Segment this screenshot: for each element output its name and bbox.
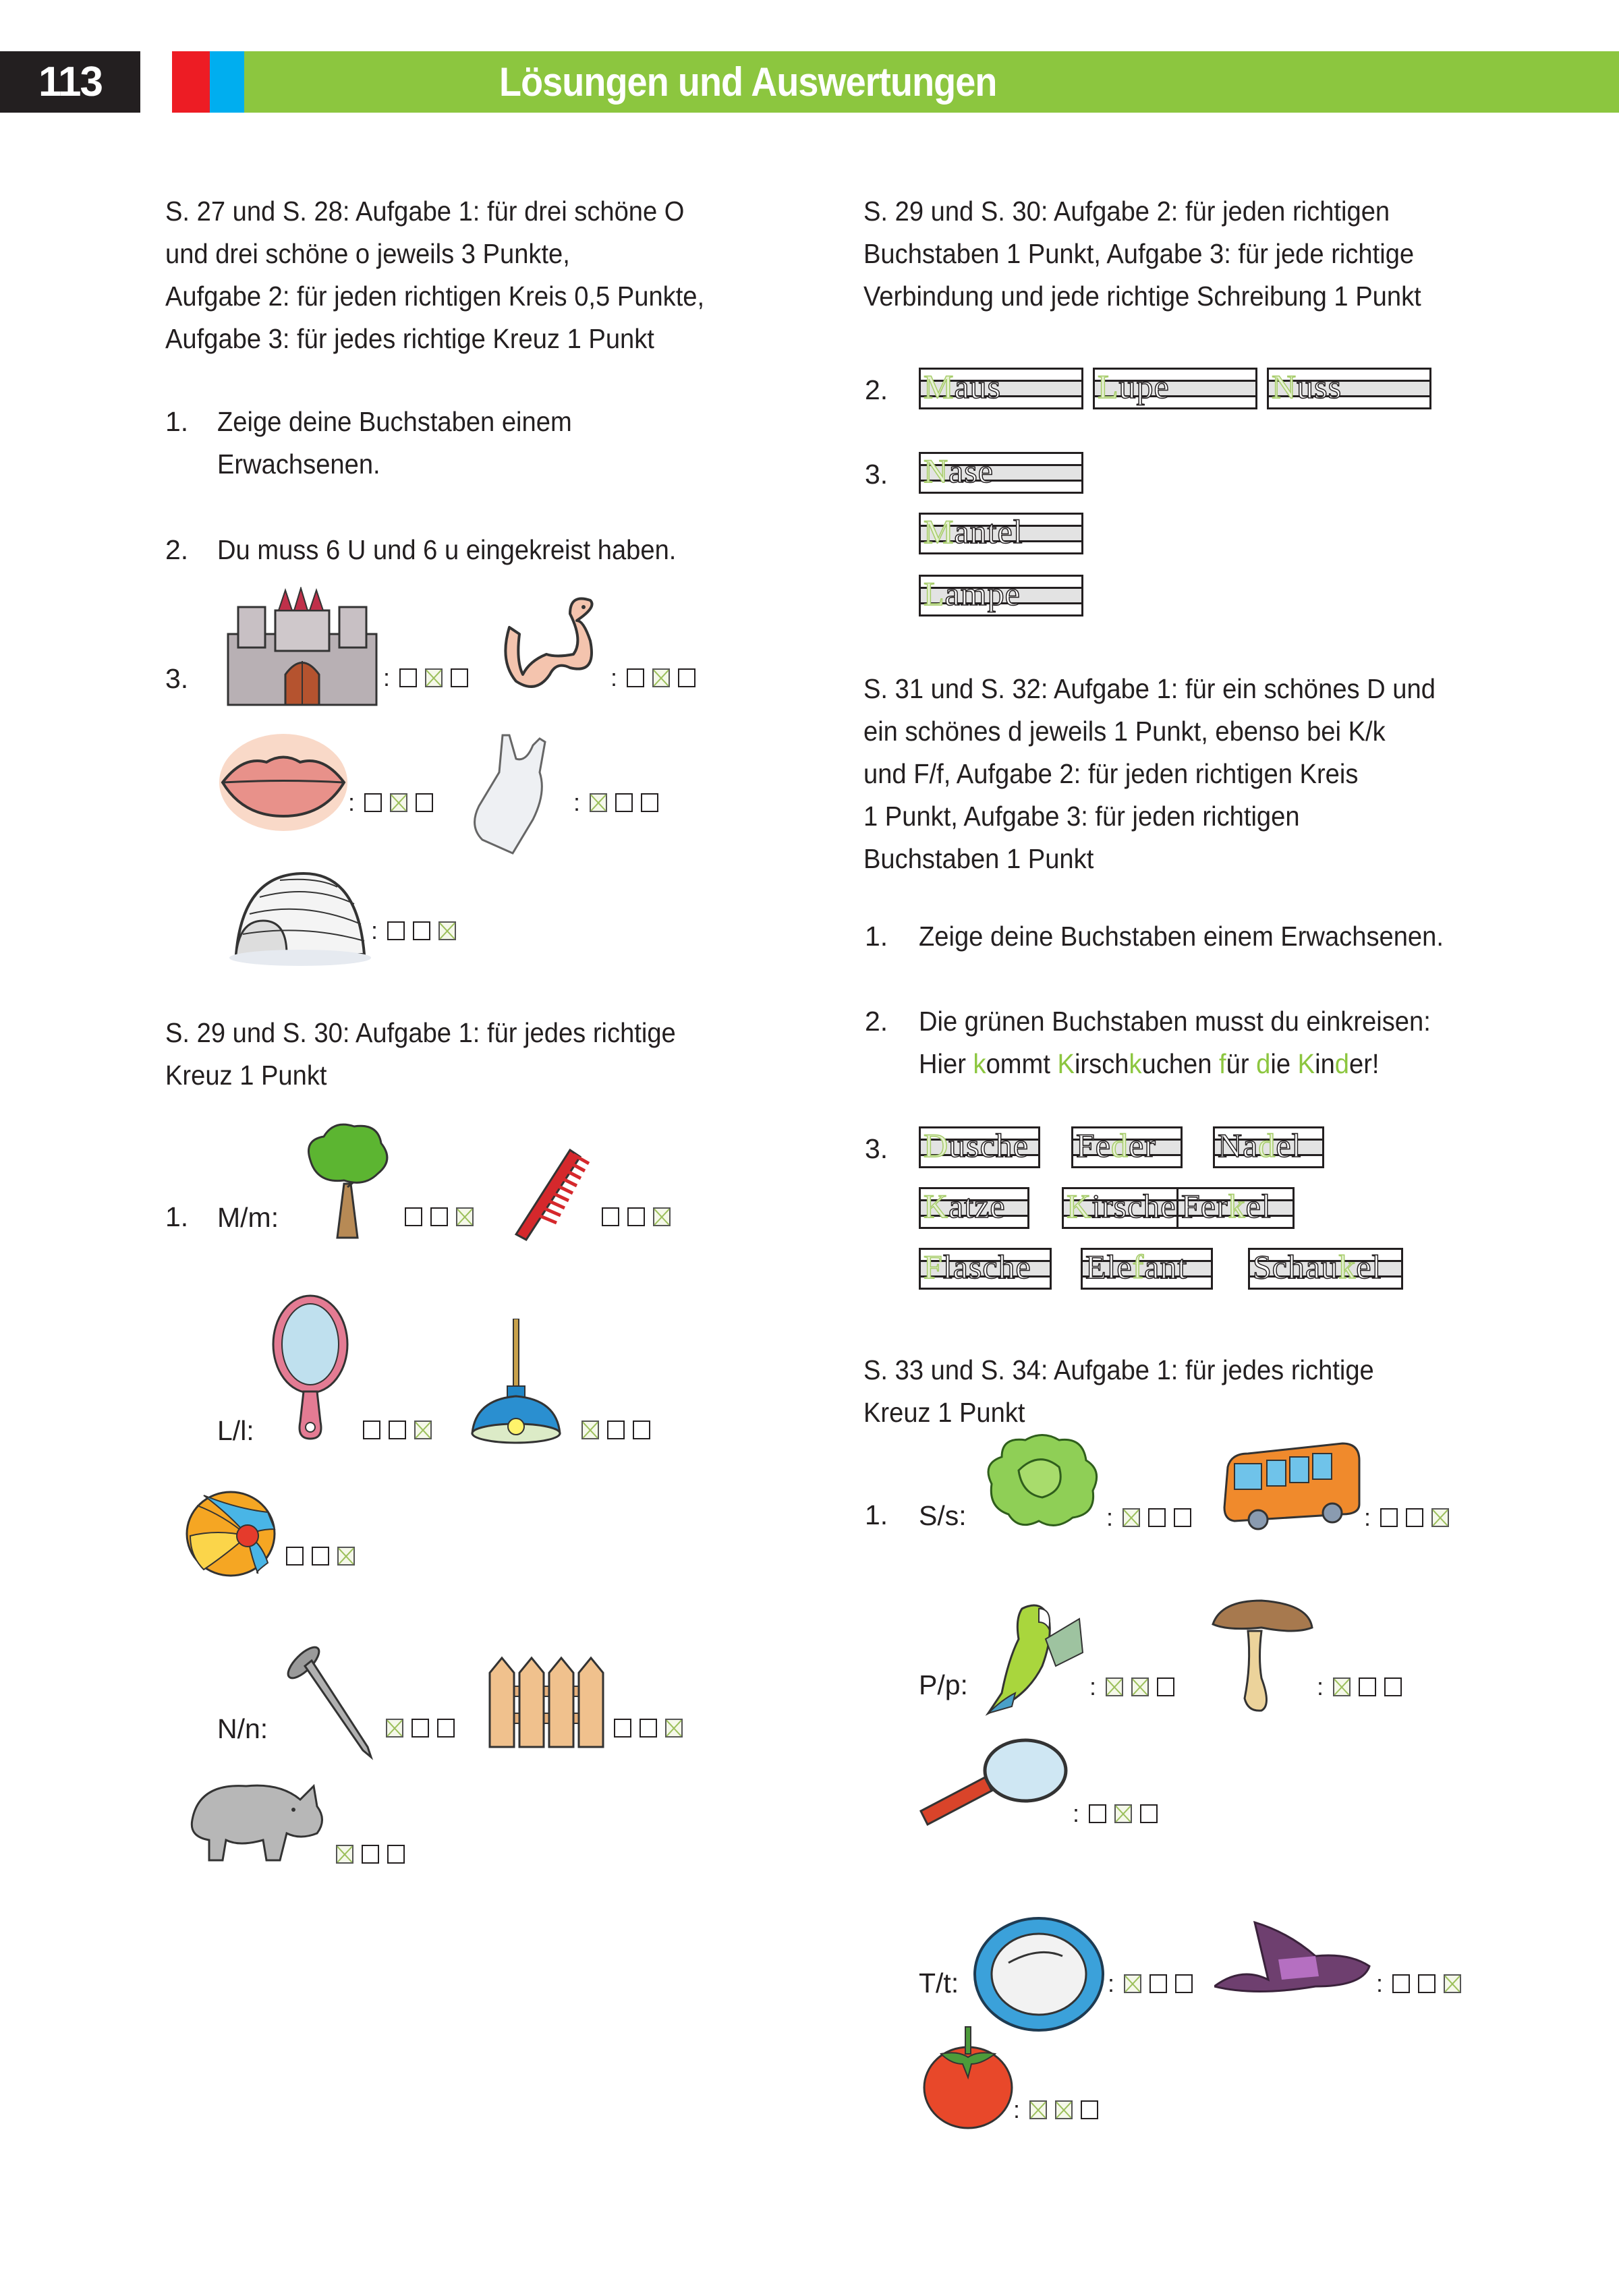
checkbox-empty[interactable] [286,1547,304,1566]
green-letter: K [1297,1048,1315,1079]
lips-icon [216,732,351,833]
checkbox-empty[interactable] [1174,1508,1191,1527]
red-stripe [172,51,210,113]
checkbox-empty[interactable] [1418,1974,1436,1993]
checkbox-empty[interactable] [641,793,658,812]
tree-icon [297,1120,398,1241]
blue-stripe [210,51,244,113]
checkbox-checked[interactable] [1123,1508,1140,1527]
written-letter: d [1258,1126,1276,1164]
text-line: und drei schöne o jeweils 3 Punkte, [165,238,570,269]
text-line: S. 31 und S. 32: Aufgabe 1: für ein schönes D und [863,673,1436,704]
answer-checkboxes [1106,1503,1191,1531]
traced-letters: atze [948,1187,1006,1225]
text-line: Buchstaben 1 Punkt, Aufgabe 3: für jede richtige [863,238,1415,269]
colon: : [1364,1503,1371,1531]
lettuce-icon [982,1430,1103,1531]
text-line: und F/f, Aufgabe 2: für jeden richtigen Kreis [863,758,1359,789]
checkbox-checked[interactable] [386,1719,403,1738]
fence-icon [484,1656,609,1750]
item-2-text: Du muss 6 U und 6 u eingekreist haben. [217,534,677,565]
written-letter: L [1098,368,1119,405]
checkbox-empty[interactable] [602,1207,619,1226]
checkbox-empty[interactable] [627,1207,645,1226]
writing-line [1176,1187,1295,1229]
traced-letters: uss [1297,368,1342,405]
parrot-icon [982,1599,1089,1717]
checkbox-empty[interactable] [312,1547,329,1566]
written-letter: F [924,1248,943,1286]
text-line: S. 27 und S. 28: Aufgabe 1: für drei schöne O [165,196,685,227]
answer-checkboxes [602,1207,671,1226]
green-letter: k [1129,1048,1142,1079]
sentence-text: in [1315,1048,1335,1079]
checkbox-checked[interactable] [1431,1508,1449,1527]
checkbox-empty[interactable] [362,1845,379,1864]
checkbox-empty[interactable] [678,668,695,687]
text-line: Aufgabe 3: für jedes richtige Kreuz 1 Punkt [165,323,654,354]
colon: : [1376,1970,1384,1997]
writing-line [1248,1248,1403,1290]
rhino-icon [179,1773,331,1867]
checkbox-checked[interactable] [1029,2100,1047,2119]
answer-checkboxes [1013,2096,1098,2123]
colon: : [371,917,378,944]
checkbox-empty[interactable] [1406,1508,1423,1527]
tomato-icon [921,2024,1015,2131]
colon: : [1106,1503,1114,1531]
writing-line [919,452,1083,494]
checkbox-empty[interactable] [1089,1804,1106,1823]
plate-icon [971,1916,1106,2034]
written-letter: f [1132,1248,1145,1286]
checkbox-empty[interactable] [1157,1677,1174,1696]
text-line: Verbindung und jede richtige Schreibung 1 Punkt [863,281,1421,312]
green-letter: f [1219,1048,1226,1079]
answer-checkboxes [405,1207,474,1226]
sentence-text: ür [1226,1048,1257,1079]
checkbox-empty[interactable] [451,668,468,687]
text-line: Kreuz 1 Punkt [863,1397,1025,1428]
section-s33-heading [863,1349,1413,1434]
written-letter: N [1272,368,1297,405]
traced-letters: er [1129,1126,1156,1164]
traced-letters: usche [948,1126,1029,1164]
colon: : [1317,1673,1324,1700]
worm-icon [496,594,617,701]
checkbox-empty[interactable] [1392,1974,1410,1993]
sentence-text: Hier [919,1048,973,1079]
answer-checkboxes [1317,1673,1402,1700]
colon: : [573,788,581,816]
green-letter: d [1334,1048,1349,1079]
letter-label-s: S/s: [919,1500,967,1531]
checkbox-empty[interactable] [633,1420,650,1439]
writing-line [919,513,1083,554]
item-number: 3. [165,663,189,694]
checkbox-checked[interactable] [1124,1974,1141,1993]
checkbox-checked[interactable] [414,1420,432,1439]
answer-checkboxes [610,664,695,691]
checkbox-empty[interactable] [1149,1974,1167,1993]
traced-letters: el [1245,1187,1272,1225]
writing-line [919,1248,1052,1290]
answer-checkboxes [614,1719,683,1738]
text-line: Erwachsenen. [217,449,380,480]
checkbox-empty[interactable] [627,668,644,687]
checkbox-empty[interactable] [1384,1677,1402,1696]
answer-checkboxes [371,917,456,944]
checkbox-checked[interactable] [390,793,407,812]
traced-letters: irsche [1091,1187,1176,1225]
checkbox-checked[interactable] [653,1207,671,1226]
letter-label-p: P/p: [919,1669,968,1700]
colon: : [1013,2096,1021,2123]
traced-letters: Schau [1253,1248,1339,1286]
section-s27-heading [165,190,745,360]
checkbox-checked[interactable] [456,1207,474,1226]
green-letter: K [1057,1048,1075,1079]
writing-line [1093,368,1257,409]
letter-label-l: L/l: [217,1415,254,1446]
section-s29-heading [165,1012,714,1097]
answer-checkboxes [1364,1503,1449,1531]
checkbox-checked[interactable] [336,1845,353,1864]
written-letter: L [924,575,945,612]
writing-line [1081,1248,1213,1290]
item-number: 2. [865,1006,888,1037]
checkbox-checked[interactable] [1333,1677,1351,1696]
checkbox-empty[interactable] [430,1207,448,1226]
colon: : [610,664,618,691]
checkbox-empty[interactable] [607,1420,625,1439]
text-line: ein schönes d jeweils 1 Punkt, ebenso bei K/k [863,716,1386,747]
section-s31-heading [863,668,1479,880]
page-number: 113 [0,51,140,113]
traced-letters: aus [954,368,1002,405]
green-letter-sentence [919,1043,1380,1085]
section-s29b-heading [863,190,1463,318]
text-line: Aufgabe 2: für jeden richtigen Kreis 0,5 Punkte, [165,281,705,312]
answer-checkboxes [581,1420,650,1439]
checkbox-empty[interactable] [640,1719,657,1738]
written-letter: k [1228,1187,1246,1225]
written-letter: M [924,368,955,405]
writing-line [919,1126,1040,1168]
answer-checkboxes [336,1845,405,1864]
traced-letters: lasche [942,1248,1031,1286]
checkbox-empty[interactable] [389,1420,406,1439]
answer-checkboxes [348,788,433,816]
checkbox-checked[interactable] [425,668,443,687]
item-number: 1. [165,1201,189,1232]
igloo-icon [223,860,378,968]
checkbox-empty[interactable] [405,1207,422,1226]
checkbox-empty[interactable] [1175,1974,1193,1993]
traced-letters: Fer [1181,1187,1228,1225]
checkbox-empty[interactable] [363,1420,380,1439]
item-1-text: Zeige deine Buchstaben einem Erwachsenen. [919,921,1444,952]
text-line: S. 29 und S. 30: Aufgabe 2: für jeden richtigen [863,196,1390,227]
checkbox-checked[interactable] [337,1547,355,1566]
traced-letters: upe [1118,368,1170,405]
writing-line [1062,1187,1190,1229]
text-line: Buchstaben 1 Punkt [863,843,1094,874]
writing-line [919,368,1083,409]
colon: : [348,788,356,816]
checkbox-empty[interactable] [364,793,382,812]
written-letter: d [1111,1126,1129,1164]
beach-ball-icon [183,1489,278,1580]
writing-line [1213,1126,1324,1168]
checkbox-empty[interactable] [387,1845,405,1864]
traced-letters: ase [948,452,994,490]
answer-checkboxes [363,1420,432,1439]
comb-icon [509,1140,597,1241]
item-number: 3. [865,1133,888,1164]
checkbox-empty[interactable] [413,921,430,940]
checkbox-checked[interactable] [1055,2100,1073,2119]
checkbox-checked[interactable] [1114,1804,1132,1823]
item-number: 3. [865,459,888,490]
answer-checkboxes [383,664,468,691]
checkbox-checked[interactable] [581,1420,599,1439]
answer-checkboxes [1108,1970,1193,1997]
sentence-text: ie [1270,1048,1298,1079]
item-1-text [217,401,598,486]
item-number: 2. [865,374,888,405]
green-letter: k [973,1048,986,1079]
sentence-text: uchen [1141,1048,1220,1079]
undershirt-icon [465,732,560,857]
written-letter: M [924,513,955,550]
item-number: 1. [865,921,888,952]
hand-mirror-icon [270,1294,351,1442]
checkbox-checked[interactable] [1444,1974,1461,1993]
checkbox-checked[interactable] [1131,1677,1149,1696]
written-letter: D [924,1126,949,1164]
checkbox-empty[interactable] [614,1719,631,1738]
text-line: Zeige deine Buchstaben einem [217,406,572,437]
text-line: 1 Punkt, Aufgabe 3: für jeden richtigen [863,801,1300,832]
sentence-text: er! [1348,1048,1380,1079]
checkbox-empty[interactable] [416,793,433,812]
checkbox-empty[interactable] [1380,1508,1398,1527]
magnifying-glass-icon [917,1737,1073,1831]
written-letter: N [924,452,949,490]
text-line: Kreuz 1 Punkt [165,1060,327,1091]
answer-checkboxes [286,1547,355,1566]
text-line: S. 29 und S. 30: Aufgabe 1: für jedes richtige [165,1017,676,1048]
traced-letters: Fe [1076,1126,1111,1164]
written-letter: k [1338,1248,1357,1286]
item-2-text: Die grünen Buchstaben musst du einkreisen: [919,1006,1431,1037]
colon: : [1089,1673,1097,1700]
checkbox-empty[interactable] [1148,1508,1166,1527]
writing-line [1071,1126,1183,1168]
green-letter: d [1256,1048,1271,1079]
checkbox-empty[interactable] [1140,1804,1158,1823]
checkbox-checked[interactable] [590,793,607,812]
traced-letters: antel [954,513,1023,550]
letter-label-t: T/t: [919,1968,959,1999]
item-number: 1. [165,406,189,437]
sentence-text: ommt [986,1048,1058,1079]
ceiling-lamp-icon [465,1319,567,1447]
letter-label-m: M/m: [217,1202,279,1233]
traced-letters: el [1356,1248,1382,1286]
checkbox-checked[interactable] [438,921,456,940]
letter-label-n: N/n: [217,1713,268,1744]
mushroom-icon [1208,1597,1315,1715]
checkbox-empty[interactable] [437,1719,455,1738]
traced-letters: Na [1218,1126,1259,1164]
answer-checkboxes [573,788,658,816]
colon: : [1108,1970,1115,1997]
page-title: Lösungen und Auswertungen [499,59,997,105]
checkbox-empty[interactable] [1081,2100,1098,2119]
item-number: 2. [165,534,189,565]
colon: : [383,664,391,691]
written-letter: K [924,1187,949,1225]
text-line: S. 33 und S. 34: Aufgabe 1: für jedes richtige [863,1354,1374,1385]
writing-line [1267,368,1431,409]
traced-letters: ampe [944,575,1021,612]
witch-hat-icon [1214,1919,1383,1997]
item-number: 1. [865,1499,888,1530]
checkbox-empty[interactable] [387,921,405,940]
nail-icon [283,1646,385,1760]
sentence-text: irsch [1074,1048,1129,1079]
writing-line [919,575,1083,616]
checkbox-checked[interactable] [652,668,670,687]
answer-checkboxes [1073,1800,1158,1827]
checkbox-checked[interactable] [665,1719,683,1738]
castle-icon [221,587,383,708]
traced-letters: ant [1144,1248,1188,1286]
written-letter: K [1067,1187,1092,1225]
bus-icon [1221,1440,1363,1534]
checkbox-checked[interactable] [1106,1677,1123,1696]
colon: : [1073,1800,1080,1827]
checkbox-empty[interactable] [411,1719,429,1738]
answer-checkboxes [386,1719,455,1738]
checkbox-empty[interactable] [399,668,417,687]
answer-checkboxes [1376,1970,1461,1997]
checkbox-empty[interactable] [615,793,633,812]
traced-letters: el [1276,1126,1302,1164]
checkbox-empty[interactable] [1359,1677,1376,1696]
writing-line [919,1187,1029,1229]
traced-letters: Ele [1085,1248,1133,1286]
answer-checkboxes [1089,1673,1174,1700]
